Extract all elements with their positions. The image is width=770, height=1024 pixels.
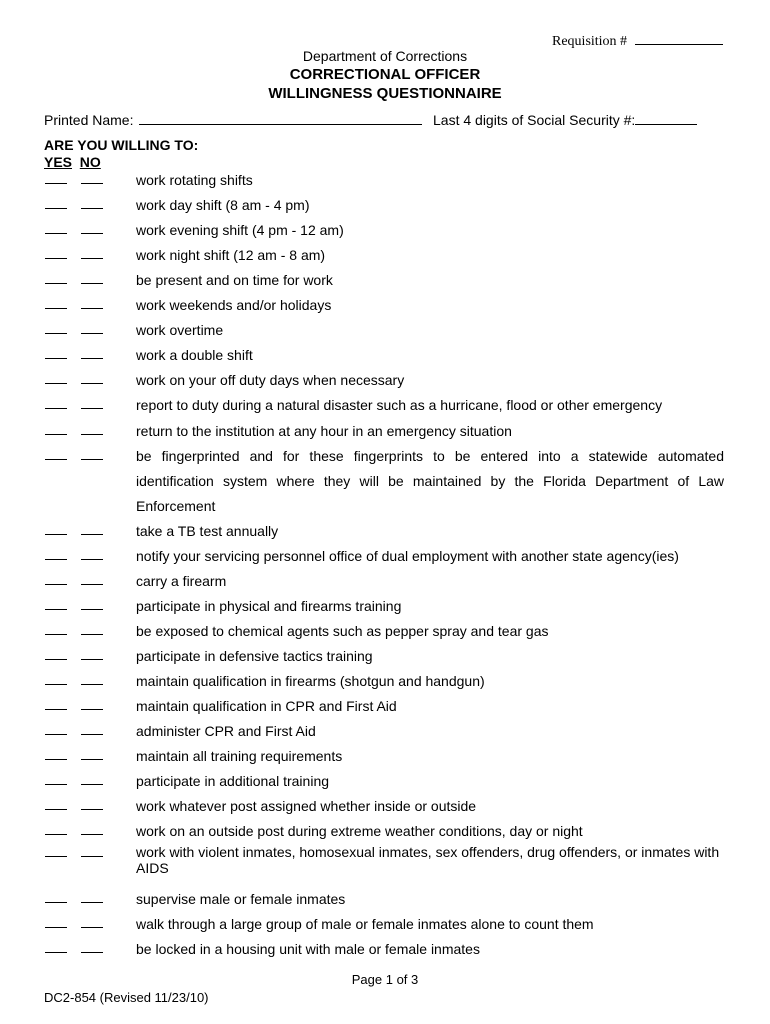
no-answer-blank[interactable]	[81, 368, 103, 384]
no-answer-blank[interactable]	[81, 168, 103, 184]
yes-answer-blank[interactable]	[45, 669, 67, 685]
printed-name-label: Printed Name:	[44, 112, 134, 128]
yes-answer-blank[interactable]	[45, 343, 67, 359]
yes-answer-blank[interactable]	[45, 218, 67, 234]
no-answer-blank[interactable]	[81, 619, 103, 635]
yes-answer-blank[interactable]	[45, 644, 67, 660]
yes-answer-blank[interactable]	[45, 912, 67, 928]
yes-answer-blank[interactable]	[45, 368, 67, 384]
yes-answer-blank[interactable]	[45, 444, 67, 460]
question-text: work weekends and/or holidays	[136, 297, 332, 313]
no-answer-blank[interactable]	[81, 268, 103, 284]
no-answer-blank[interactable]	[81, 218, 103, 234]
yes-answer-blank[interactable]	[45, 744, 67, 760]
question-text: walk through a large group of male or female inmates alone to count them	[136, 916, 594, 932]
no-column-label: NO	[79, 154, 101, 170]
question-text: participate in defensive tactics training	[136, 648, 373, 664]
yes-answer-blank[interactable]	[45, 719, 67, 735]
yes-answer-blank[interactable]	[45, 794, 67, 810]
no-answer-blank[interactable]	[81, 794, 103, 810]
no-answer-blank[interactable]	[81, 644, 103, 660]
question-text: maintain all training requirements	[136, 748, 343, 764]
question-text: work evening shift (4 pm - 12 am)	[136, 222, 344, 238]
question-text: be locked in a housing unit with male or female inmates	[136, 941, 480, 957]
yes-answer-blank[interactable]	[45, 887, 67, 903]
yes-answer-blank[interactable]	[45, 594, 67, 610]
section-heading: ARE YOU WILLING TO:	[44, 137, 199, 153]
question-text: be exposed to chemical agents such as pepper spray and tear gas	[136, 623, 549, 639]
no-answer-blank[interactable]	[81, 293, 103, 309]
requisition-label: Requisition #	[552, 34, 628, 49]
no-answer-blank[interactable]	[81, 694, 103, 710]
yes-answer-blank[interactable]	[45, 844, 67, 857]
yes-column-label: YES	[44, 154, 73, 170]
yes-answer-blank[interactable]	[45, 937, 67, 953]
question-text: supervise male or female inmates	[136, 891, 346, 907]
no-answer-blank[interactable]	[81, 844, 103, 857]
question-text: participate in additional training	[136, 773, 330, 789]
no-answer-blank[interactable]	[81, 343, 103, 359]
no-answer-blank[interactable]	[81, 419, 103, 435]
yes-answer-blank[interactable]	[45, 819, 67, 835]
yes-answer-blank[interactable]	[45, 544, 67, 560]
yes-answer-blank[interactable]	[45, 293, 67, 309]
no-answer-blank[interactable]	[81, 544, 103, 560]
yes-answer-blank[interactable]	[45, 243, 67, 259]
question-text: participate in physical and firearms training	[136, 598, 402, 614]
no-answer-blank[interactable]	[81, 193, 103, 209]
no-answer-blank[interactable]	[81, 744, 103, 760]
question-text: notify your servicing personnel office of dual employment with another state agency(ies)	[136, 548, 679, 564]
yes-answer-blank[interactable]	[45, 419, 67, 435]
page-number: Page 1 of 3	[351, 972, 419, 987]
form-title-line2: WILLINGNESS QUESTIONNAIRE	[268, 85, 502, 102]
no-answer-blank[interactable]	[81, 243, 103, 259]
question-text: work overtime	[136, 322, 224, 338]
no-answer-blank[interactable]	[81, 519, 103, 535]
yes-answer-blank[interactable]	[45, 193, 67, 209]
yes-answer-blank[interactable]	[45, 569, 67, 585]
question-text: report to duty during a natural disaster such as a hurricane, flood or other emergency	[136, 397, 663, 413]
question-text: work on your off duty days when necessary	[136, 372, 405, 388]
question-text: maintain qualification in CPR and First Aid	[136, 698, 397, 714]
question-text: work night shift (12 am - 8 am)	[136, 247, 326, 263]
question-text: work with violent inmates, homosexual inmates, sex offenders, drug offenders, or inmates with AIDS	[136, 844, 720, 876]
yes-answer-blank[interactable]	[45, 168, 67, 184]
question-text: work on an outside post during extreme weather conditions, day or night	[136, 823, 583, 839]
no-answer-blank[interactable]	[81, 444, 103, 460]
question-text: work rotating shifts	[136, 172, 253, 188]
department-name: Department of Corrections	[302, 48, 468, 64]
no-answer-blank[interactable]	[81, 937, 103, 953]
no-answer-blank[interactable]	[81, 569, 103, 585]
question-text: work whatever post assigned whether inside or outside	[136, 798, 477, 814]
ssn-label: Last 4 digits of Social Security #:	[433, 112, 636, 128]
yes-answer-blank[interactable]	[45, 619, 67, 635]
yes-answer-blank[interactable]	[45, 268, 67, 284]
yes-answer-blank[interactable]	[45, 318, 67, 334]
question-text: work day shift (8 am - 4 pm)	[136, 197, 310, 213]
question-text: maintain qualification in firearms (shotgun and handgun)	[136, 673, 485, 689]
no-answer-blank[interactable]	[81, 912, 103, 928]
no-answer-blank[interactable]	[81, 769, 103, 785]
no-answer-blank[interactable]	[81, 887, 103, 903]
question-text: take a TB test annually	[136, 523, 279, 539]
yes-answer-blank[interactable]	[45, 393, 67, 409]
form-title-line1: CORRECTIONAL OFFICER	[289, 66, 481, 83]
question-text: carry a firearm	[136, 573, 227, 589]
no-answer-blank[interactable]	[81, 594, 103, 610]
no-answer-blank[interactable]	[81, 719, 103, 735]
no-answer-blank[interactable]	[81, 819, 103, 835]
no-answer-blank[interactable]	[81, 318, 103, 334]
no-answer-blank[interactable]	[81, 669, 103, 685]
question-text: work a double shift	[136, 347, 253, 363]
form-id: DC2-854 (Revised 11/23/10)	[44, 990, 209, 1005]
yes-answer-blank[interactable]	[45, 694, 67, 710]
question-text: be fingerprinted and for these fingerprints to be entered into a statewide automated identification system where they will be maintained by the Florida Department of Law Enforcement	[136, 448, 724, 514]
question-text: administer CPR and First Aid	[136, 723, 316, 739]
yes-answer-blank[interactable]	[45, 769, 67, 785]
question-text: return to the institution at any hour in an emergency situation	[136, 423, 512, 439]
no-answer-blank[interactable]	[81, 393, 103, 409]
yes-answer-blank[interactable]	[45, 519, 67, 535]
question-text: be present and on time for work	[136, 272, 333, 288]
